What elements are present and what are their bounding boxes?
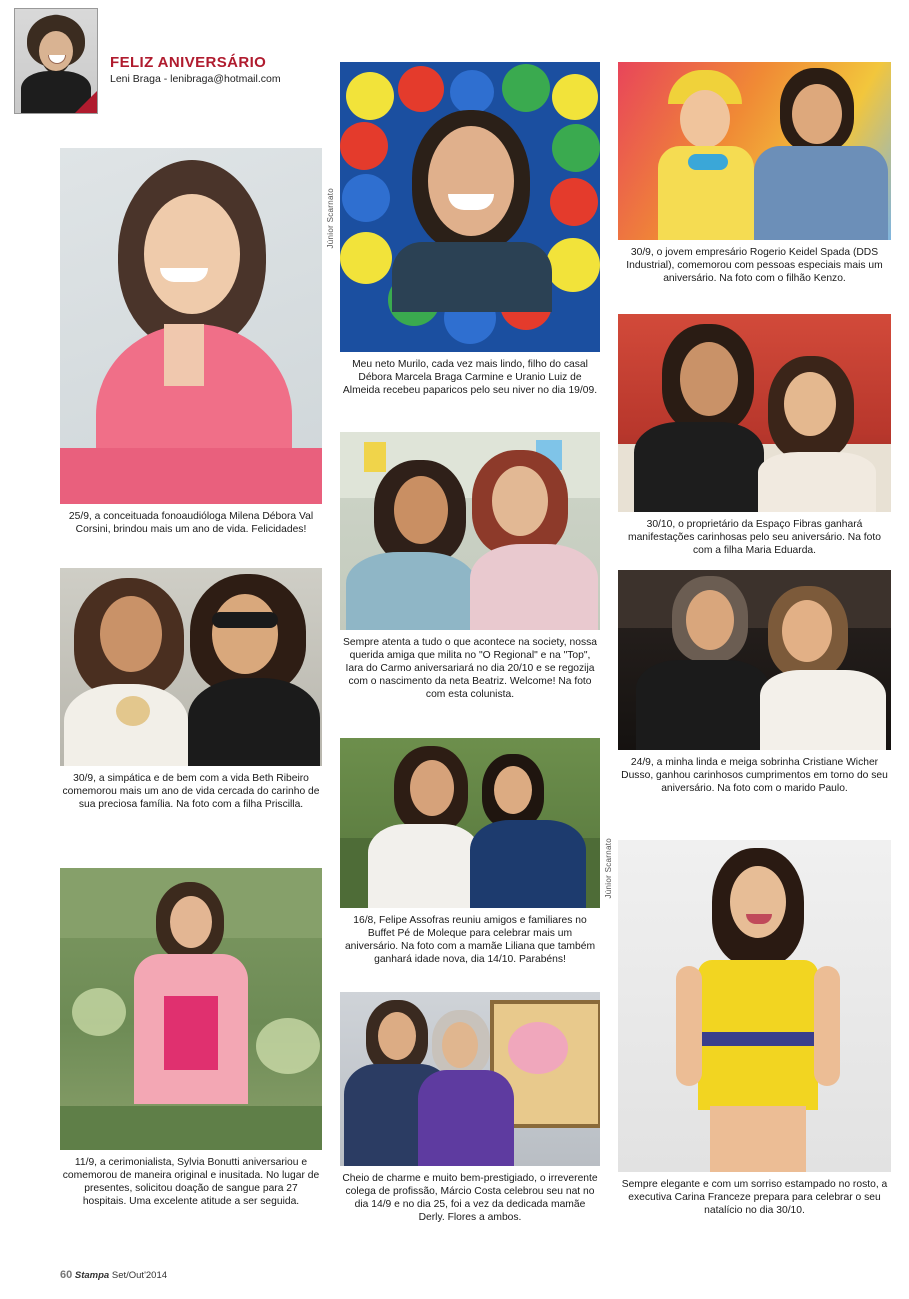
- author-photo: [14, 8, 98, 114]
- photo-credit: Júnior Scarnato: [326, 188, 335, 249]
- caption: 24/9, a minha linda e meiga sobrinha Cristiane Wicher Dusso, ganhou carinhosos cumprimentos em torno do seu aniversário. Na foto com o marido Paulo.: [621, 757, 888, 794]
- article-item: [340, 62, 600, 397]
- article-item: [60, 568, 322, 811]
- photo-milena-debora-val-corsini-portrait: [60, 148, 322, 504]
- caption: Meu neto Murilo, cada vez mais lindo, filho do casal Débora Marcela Braga Carmine e Uranio Luiz de Almeida recebeu paparicos pelo seu niver no dia 19/09.: [342, 359, 598, 396]
- masthead-text: [110, 54, 281, 85]
- photo-credit: Júnior Scarnato: [604, 838, 613, 899]
- photo-sylvia-bonutti-no-jardim: [60, 868, 322, 1150]
- author-byline: Leni Braga - lenibraga@hotmail.com: [110, 73, 281, 85]
- magazine-name: Stampa: [74, 1270, 110, 1281]
- photo-marcio-costa-com-a-mamae-derly: [340, 992, 600, 1166]
- photo-iara-do-carmo-com-a-colunista: [340, 432, 600, 630]
- article-item: [604, 838, 891, 1217]
- article-item: [340, 738, 600, 966]
- photo-felipe-assofras-com-a-mae-liliana: [340, 738, 600, 908]
- photo-rogerio-keidel-spada-com-o-filho-kenzo: [618, 62, 891, 240]
- page-number: 60: [60, 1269, 73, 1281]
- caption: 11/9, a cerimonialista, Sylvia Bonutti aniversariou e comemorou de maneira original e inusitada. No lugar de presentes, solicitou doação de sangue para 27 hospitais. Uma excelente atitude a ser seguida.: [62, 1157, 320, 1207]
- photo-proprietario-espaco-fibras-com-a-filha-maria-eduarda: [618, 314, 891, 512]
- caption: 25/9, a conceituada fonoaudióloga Milena Débora Val Corsini, brindou mais um ano de vida. Felicidades!: [68, 511, 314, 535]
- article-item: [618, 62, 891, 285]
- article-item: [60, 148, 335, 536]
- article-item: [340, 432, 600, 701]
- article-item: [618, 314, 891, 557]
- caption: 30/9, o jovem empresário Rogerio Keidel Spada (DDS Industrial), comemorou com pessoas especiais mais um aniversário. Na foto com o filhão Kenzo.: [626, 247, 883, 284]
- column-header: [14, 8, 314, 120]
- photo-carina-francese-vestido-amarelo: [618, 840, 891, 1172]
- caption: Sempre elegante e com um sorriso estampado no rosto, a executiva Carina Franceze prepara para celebrar o seu natalício no dia 30/10.: [621, 1179, 888, 1216]
- photo-cristiane-wicher-dusso-com-o-marido-paulo: [618, 570, 891, 750]
- issue-date: Set/Out'2014: [111, 1270, 168, 1281]
- photo-murilo-na-piscina-de-bolinhas: [340, 62, 600, 352]
- article-item: [618, 570, 891, 795]
- red-corner-accent: [75, 91, 97, 113]
- page-footer: [60, 1269, 167, 1281]
- caption: 16/8, Felipe Assofras reuniu amigos e familiares no Buffet Pé de Moleque para celebrar mais um aniversário. Na foto com a mamãe Liliana que também ganhará idade nova, dia 14/10. Parabéns!: [344, 915, 596, 965]
- author-photo-face: [39, 31, 73, 71]
- caption: Sempre atenta a tudo o que acontece na society, nossa querida amiga que milita no "O Regional" e na "Top", Iara do Carmo aniversariará no dia 20/10 e se regozija com o nascimento da neta Beatriz. Welcome! Na foto com esta colunista.: [343, 637, 597, 700]
- photo-beth-ribeiro-e-filha-priscilla: [60, 568, 322, 766]
- caption: Cheio de charme e muito bem-prestigiado, o irreverente colega de profissão, Márcio Costa celebrou seu nat no dia 14/9 e no dia 25, foi a vez da dedicada mamãe Derly. Flores a ambos.: [342, 1173, 598, 1223]
- caption: 30/10, o proprietário da Espaço Fibras ganhará manifestações carinhosas pelo seu aniversário. Na foto com a filha Maria Eduarda.: [628, 519, 881, 556]
- caption: 30/9, a simpática e de bem com a vida Beth Ribeiro comemorou mais um ano de vida cercada do carinho de sua preciosa família. Na foto com a filha Priscilla.: [62, 773, 320, 810]
- article-item: [60, 868, 322, 1208]
- article-item: [340, 992, 600, 1224]
- page-title: FELIZ ANIVERSÁRIO: [110, 54, 267, 71]
